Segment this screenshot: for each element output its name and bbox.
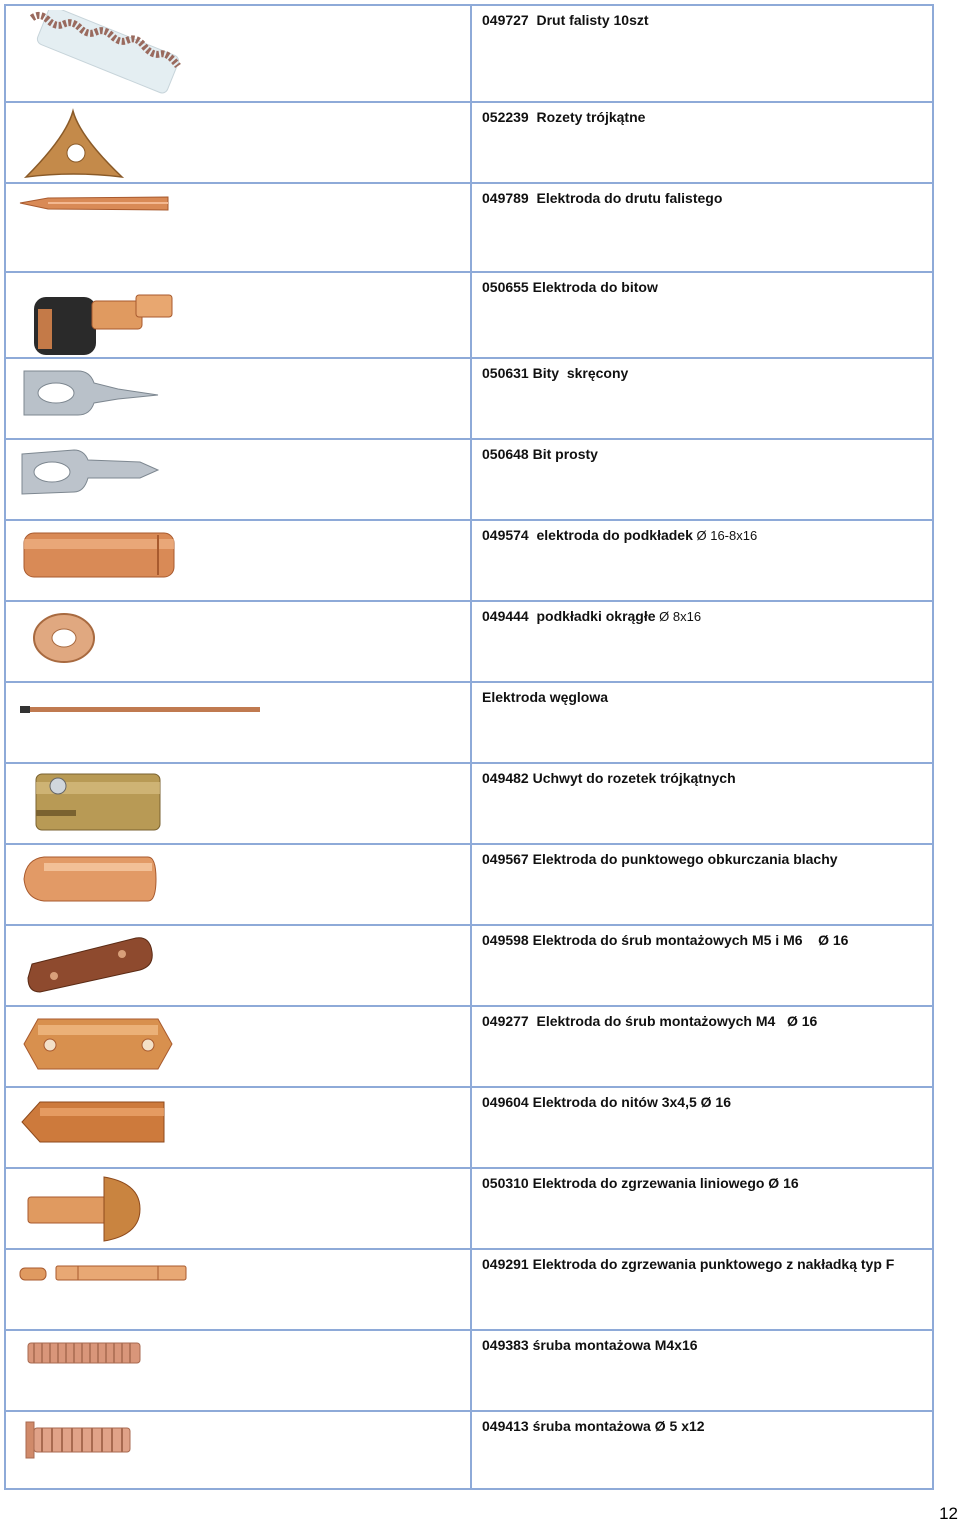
image-cell [6, 1331, 472, 1410]
item-label: 049727 Drut falisty 10szt [482, 12, 649, 28]
round-washer-icon [18, 606, 108, 672]
screw-electrode-m5-icon [18, 930, 158, 996]
bit-electrode-icon [18, 277, 178, 357]
table-row [6, 845, 932, 926]
item-label: 049567 Elektroda do punktowego obkurczania blachy [482, 851, 838, 867]
rivet-electrode-icon [18, 1092, 168, 1152]
table-row [6, 764, 932, 845]
image-cell [6, 184, 472, 271]
table-row [6, 1007, 932, 1088]
screw-electrode-m4-icon [18, 1011, 178, 1077]
wavy-wire-icon [18, 10, 188, 100]
table-row [6, 1412, 932, 1490]
table-row [6, 602, 932, 683]
table-row [6, 683, 932, 764]
straight-bit-icon [18, 444, 168, 504]
page-number: 12 [939, 1504, 958, 1523]
image-cell [6, 521, 472, 600]
table-row [6, 521, 932, 602]
table-row [6, 1250, 932, 1331]
item-label: 049789 Elektroda do drutu falistego [482, 190, 723, 206]
table-row [6, 1088, 932, 1169]
line-weld-electrode-icon [18, 1173, 148, 1243]
image-cell [6, 103, 472, 182]
item-label: 050631 Bity skręcony [482, 365, 629, 381]
item-label: 049598 Elektroda do śrub montażowych M5 i M6 Ø 16 [482, 932, 849, 948]
image-cell [6, 1007, 472, 1086]
table-row [6, 1331, 932, 1412]
m5-screw-icon [18, 1416, 138, 1466]
item-label: 049383 śruba montażowa M4x16 [482, 1337, 698, 1353]
twisted-bit-icon [18, 363, 168, 423]
item-label: 050648 Bit prosty [482, 446, 598, 462]
m4-screw-icon [18, 1335, 148, 1375]
item-label: 052239 Rozety trójkątne [482, 109, 646, 125]
carbon-electrode-icon [18, 687, 268, 717]
table-row [6, 440, 932, 521]
electrode-wire-icon [18, 188, 178, 218]
image-cell [6, 440, 472, 519]
spot-weld-electrode-icon [18, 1254, 198, 1284]
image-cell [6, 273, 472, 357]
item-label: 049444 podkładki okrągłe Ø 8x16 [482, 608, 702, 624]
image-cell [6, 6, 472, 101]
item-label: 049291 Elektroda do zgrzewania punktowego z nakładką typ F [482, 1256, 895, 1272]
table-row [6, 103, 932, 184]
washer-electrode-icon [18, 525, 178, 585]
triangle-rosette-icon [18, 107, 128, 183]
shrink-electrode-icon [18, 849, 168, 909]
table-row [6, 273, 932, 359]
item-label: 049482 Uchwyt do rozetek trójkątnych [482, 770, 736, 786]
image-cell [6, 359, 472, 438]
image-cell [6, 1088, 472, 1167]
product-table [4, 4, 934, 1490]
image-cell [6, 1412, 472, 1490]
image-cell [6, 926, 472, 1005]
item-label: 049277 Elektroda do śrub montażowych M4 Ø 16 [482, 1013, 818, 1029]
item-label: 049574 elektroda do podkładek Ø 16-8x16 [482, 527, 758, 543]
image-cell [6, 764, 472, 843]
item-label: 049604 Elektroda do nitów 3x4,5 Ø 16 [482, 1094, 731, 1110]
image-cell [6, 1250, 472, 1329]
image-cell [6, 683, 472, 762]
table-row [6, 359, 932, 440]
rosette-holder-icon [18, 768, 168, 834]
image-cell [6, 602, 472, 681]
item-label: Elektroda węglowa [482, 689, 609, 705]
table-row [6, 184, 932, 273]
item-label: 050655 Elektroda do bitow [482, 279, 658, 295]
image-cell [6, 845, 472, 924]
table-row [6, 926, 932, 1007]
table-row [6, 1169, 932, 1250]
item-label: 049413 śruba montażowa Ø 5 x12 [482, 1418, 705, 1434]
item-label: 050310 Elektroda do zgrzewania liniowego Ø 16 [482, 1175, 799, 1191]
table-row [6, 6, 932, 103]
image-cell [6, 1169, 472, 1248]
